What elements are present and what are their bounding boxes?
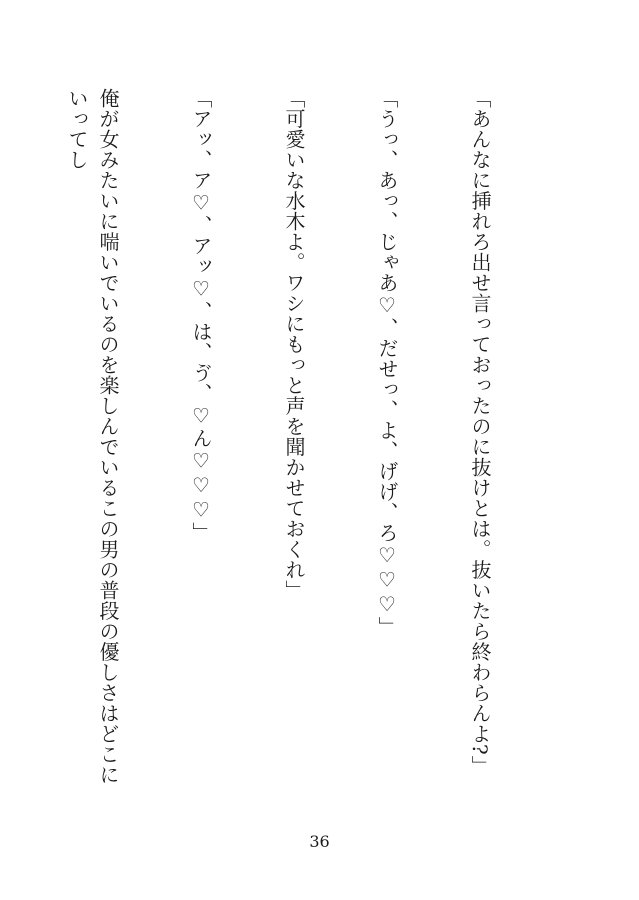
body-text (65, 88, 557, 800)
text-line: 「うっ、あっ、じゃあ♡、だせっ、よ、げげ、ろ♡♡♡」 (375, 88, 399, 637)
text-line: 「可愛いな水木よ。ワシにもっと声を聞かせておくれ」 (282, 88, 306, 601)
text-line: 「あんなに挿れろ出せ言っておったのに抜けとは。抜いたら終わらんよ?」 (468, 88, 492, 776)
text-line: 「アッ、ア♡、アッ♡、は、ゔ、♡ん♡♡♡」 (189, 88, 213, 543)
text-line: 俺が女みたいに喘いでいるのを楽しんでいるこの男の普段の優しさはどこにいってし (65, 88, 120, 785)
page-number: 36 (309, 832, 330, 851)
